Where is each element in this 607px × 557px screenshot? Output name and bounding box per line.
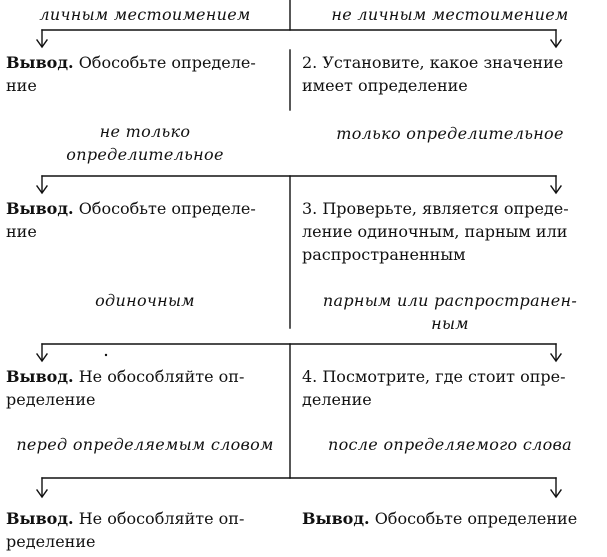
conclusion-bold: Вывод. <box>6 367 74 386</box>
conclusion-bold: Вывод. <box>6 53 74 72</box>
conclusion-text: Не обособляйте оп- <box>78 509 245 528</box>
branch-label-right-line2: ным <box>431 314 469 333</box>
conclusion-text: Обособьте определе- <box>78 199 256 218</box>
conclusion-text-line: ределение <box>6 532 96 551</box>
conclusion-text: Обособьте определе- <box>78 53 256 72</box>
branch-label-left: перед определяемым словом <box>16 435 274 454</box>
conclusion-bold: Вывод. <box>302 509 370 528</box>
conclusion-box-right <box>302 507 577 531</box>
conclusion-box-left <box>6 507 244 531</box>
conclusion-box-left <box>6 51 256 75</box>
conclusion-text: Обособьте определение <box>374 509 578 528</box>
step-box-right: 3. Проверьте, является опреде- <box>302 199 569 218</box>
branch-label-left: одиночным <box>95 291 195 310</box>
conclusion-bold: Вывод. <box>6 199 74 218</box>
branch-label-left-line2: определительное <box>66 145 224 164</box>
conclusion-box-left <box>6 365 244 389</box>
step-box-line: ление одиночным, парным или <box>302 222 568 241</box>
conclusion-text-line: ределение <box>6 390 96 409</box>
branch-label-right: парным или распространен- <box>322 291 578 310</box>
speck <box>105 354 107 356</box>
step-box-line: распространенным <box>302 245 466 264</box>
conclusion-box-left <box>6 197 256 221</box>
conclusion-text-line: ние <box>6 222 37 241</box>
conclusion-text: Не обособляйте оп- <box>78 367 245 386</box>
step-box-right: 4. Посмотрите, где стоит опре- <box>302 367 566 386</box>
step-box-line: деление <box>302 390 372 409</box>
step-box-right: 2. Установите, какое значение <box>302 53 564 72</box>
branch-label-left: не только <box>99 122 191 141</box>
branch-label-left: личным местоимением <box>39 5 251 24</box>
conclusion-text-line: ние <box>6 76 37 95</box>
branch-label-right: не личным местоимением <box>331 5 569 24</box>
branch-label-right: только определительное <box>336 124 564 143</box>
conclusion-bold: Вывод. <box>6 509 74 528</box>
step-box-line: имеет определение <box>302 76 468 95</box>
branch-label-right: после определяемого слова <box>328 435 572 454</box>
